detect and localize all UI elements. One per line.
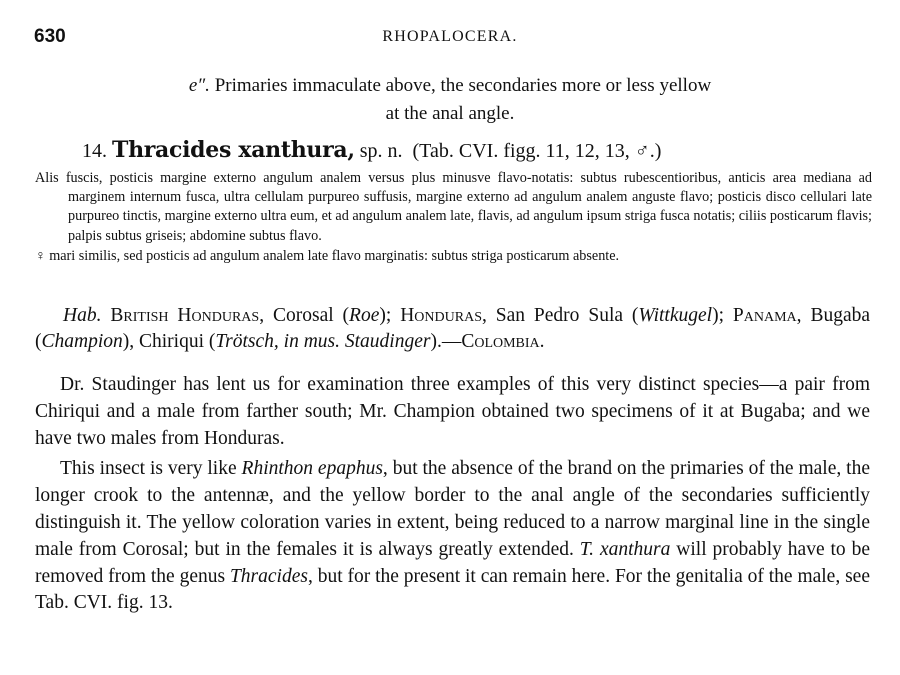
page-number: 630 — [34, 26, 66, 47]
latin-diagnosis — [35, 169, 872, 266]
key-text-line1: Primaries immaculate above, the secondaries more or less yellow — [214, 75, 712, 96]
running-title: RHOPALOCERA. — [382, 28, 518, 45]
species-name: Thracides xanthura, — [112, 137, 355, 163]
locality-honduras: Honduras — [400, 305, 482, 326]
collector-trotsch: Trötsch, in mus. Staudinger — [215, 331, 431, 352]
locality-british-honduras: British Honduras — [110, 305, 260, 326]
locality-text: ); — [712, 305, 724, 326]
locality-panama: Panama — [732, 305, 797, 326]
paragraph-text: This insect is very like — [60, 458, 242, 480]
habitat-paragraph — [35, 303, 870, 355]
locality-text: , Bugaba ( — [35, 305, 871, 352]
collector-roe: Roe — [349, 305, 380, 326]
species-number: 14. — [82, 140, 107, 162]
key-entry — [110, 72, 790, 128]
locality-text: ); — [379, 305, 392, 326]
hab-label: Hab. — [63, 305, 102, 326]
locality-text: ).— — [430, 331, 462, 352]
paragraph-text: , but for the present it can remain here. For the genitalia of the male, see Tab. CVI. fig. 13. — [35, 565, 870, 614]
discussion-paragraph-2 — [35, 456, 870, 617]
paragraph-text: will probably have to be removed from the genus — [35, 538, 870, 587]
paragraph-text: , but the absence of the brand on the primaries of the male, the longer crook to the antennæ, and the yellow border to the anal angle of the secondaries sufficiently distinguish it. The yellow coloration varies in extent, being reduced to a narrow marginal line in the single male from Corosal; but in the females it is always greatly extended. — [35, 458, 870, 560]
locality-colombia: Colombia. — [461, 331, 545, 352]
locality-text: , Corosal ( — [259, 305, 350, 326]
collector-champion: Champion — [41, 331, 123, 352]
discussion-paragraph-1: Dr. Staudinger has lent us for examination three examples of this very distinct species—a pair from Chiriqui and a male from farther south; Mr. Champion obtained two specimens of it at Bugaba; and we have two males from Honduras. — [35, 374, 870, 449]
taxon-thracides: Thracides — [229, 565, 308, 587]
male-description: Alis fuscis, posticis margine externo angulum analem versus plus minusve flavo-notatis: subtus rubescentioribus, anticis area mediana ad marginem internum fusca, ultra cellulam purpureo suffusis, margine externo ad angulum analem anguste flavo; posticis disco cellulari late purpureo tinctis, margine externo ultra eum, et ad angulum analem late, flavis, ad angulum ipsum striga fusca notatis; ciliis posticarum flavis; palpis subtus griseis; abdomine subtus flavo. — [35, 170, 872, 244]
species-heading — [82, 137, 870, 163]
key-text-line2: at the anal angle. — [385, 103, 515, 124]
discussion-text — [35, 372, 870, 617]
taxon-t-xanthura: T. xanthura — [579, 538, 671, 560]
key-label: e″. — [188, 75, 210, 96]
female-description: ♀ mari similis, sed posticis ad angulum analem late flavo marginatis: subtus striga posticarum absente. — [35, 247, 620, 264]
locality-text: , San Pedro Sula ( — [481, 305, 639, 326]
plate-reference: (Tab. CVI. figg. 11, 12, 13, ♂.) — [412, 140, 662, 162]
locality-text: ), Chiriqui ( — [122, 331, 216, 352]
species-status: sp. n. — [359, 140, 403, 162]
taxon-rhinthon-epaphus: Rhinthon epaphus — [241, 458, 383, 480]
habitat-section — [35, 303, 870, 355]
page-header — [34, 26, 866, 48]
collector-wittkugel: Wittkugel — [638, 305, 713, 326]
